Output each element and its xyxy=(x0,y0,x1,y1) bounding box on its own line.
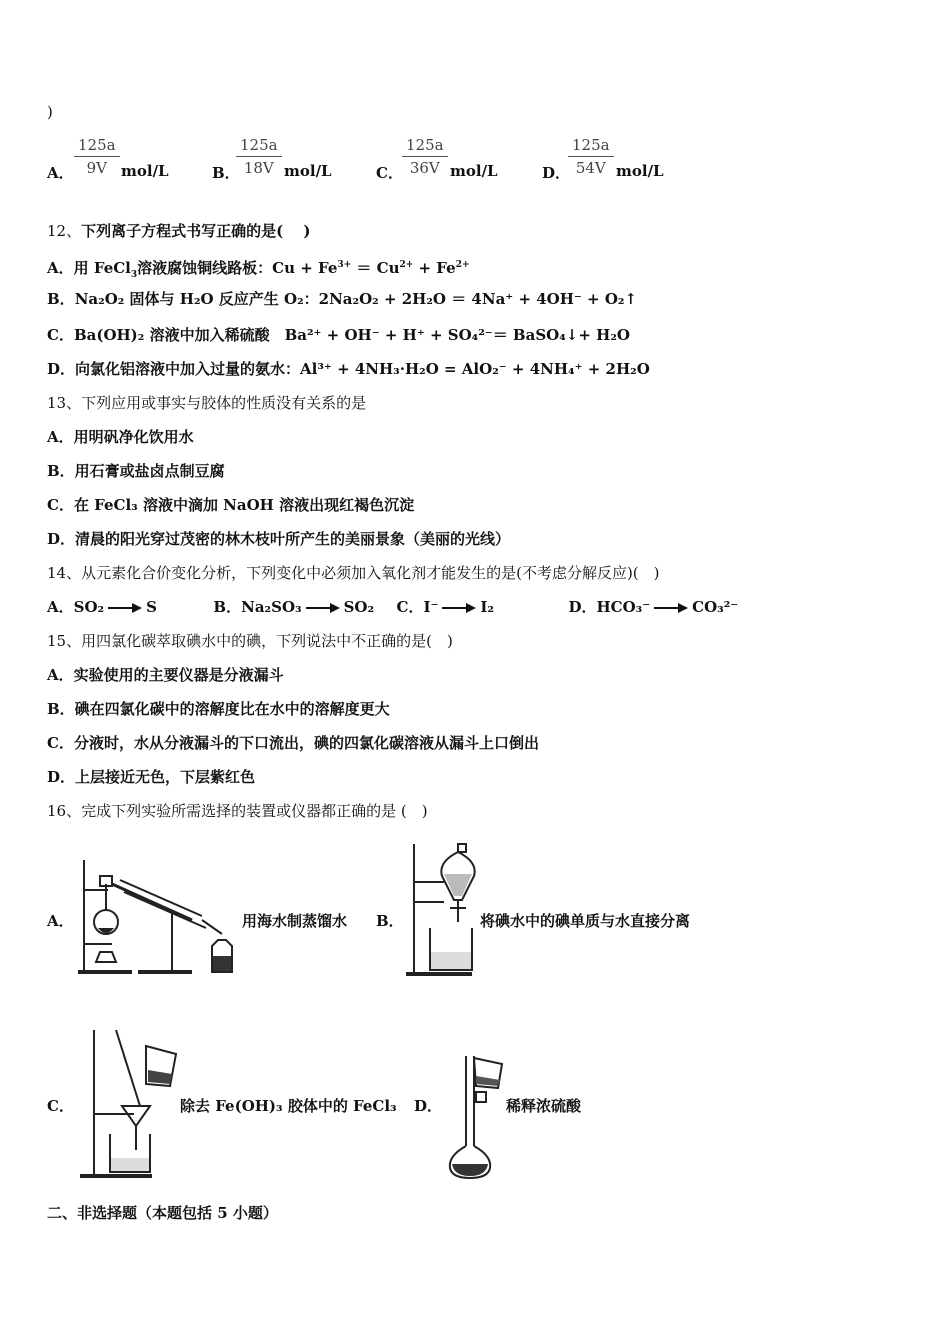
q12-b-label: B． xyxy=(47,290,75,308)
q11-c-numerator: 125a xyxy=(402,136,448,157)
q11-b-numerator: 125a xyxy=(236,136,282,157)
q14-c-from: I⁻ xyxy=(423,598,439,616)
q12-a-pre: 用 FeCl xyxy=(73,259,131,277)
q12-c-label: C． xyxy=(47,326,74,344)
q14-a-to: S xyxy=(146,598,157,616)
q15-option-b: B．碘在四氯化碳中的溶解度比在水中的溶解度更大 xyxy=(47,700,390,718)
q14-options xyxy=(47,597,738,617)
q12-option-b xyxy=(47,289,637,309)
section2-heading: 二、非选择题（本题包括 5 小题） xyxy=(47,1204,278,1222)
q16-stem: 16、完成下列实验所需选择的装置或仪器都正确的是 ( ) xyxy=(47,802,428,820)
q11-option-d-fraction xyxy=(568,136,614,177)
q14-b-to: SO₂ xyxy=(343,598,375,616)
q12-option-d xyxy=(47,359,650,379)
q15-option-d: D．上层接近无色，下层紫红色 xyxy=(47,768,256,786)
q14-d-arrow-icon xyxy=(654,603,688,613)
q11-tail: ) xyxy=(47,103,53,121)
q11-option-c-label: C． xyxy=(376,164,403,182)
q11-option-d-label: D． xyxy=(542,164,571,182)
q11-d-denominator: 54V xyxy=(575,159,606,177)
q11-option-a-unit: mol/L xyxy=(121,162,169,180)
q12-number: 12、 xyxy=(47,222,82,240)
filtration-apparatus-icon xyxy=(76,1026,180,1181)
q12-c-text: Ba(OH)₂ 溶液中加入稀硫酸 Ba²⁺ + OH⁻ + H⁺ + SO₄²⁻＝ BaSO₄↓+ H₂O xyxy=(73,326,630,344)
q12-d-text: 向氯化铝溶液中加入过量的氨水：Al³⁺ + 4NH₃·H₂O = AlO₂⁻ + 4NH₄⁺ + 2H₂O xyxy=(75,360,650,378)
q12-stem-text: 下列离子方程式书写正确的是( ) xyxy=(81,222,311,240)
q13-option-b: B．用石膏或盐卤点制豆腐 xyxy=(47,462,225,480)
q12-a-sub: 3 xyxy=(130,270,138,280)
q11-c-denominator: 36V xyxy=(409,159,440,177)
q11-option-a-label: A． xyxy=(47,164,74,182)
q16-d-label: D． xyxy=(414,1097,443,1115)
q11-a-numerator: 125a xyxy=(74,136,120,157)
q14-b-from: Na₂SO₃ xyxy=(241,598,302,616)
q14-c-arrow-icon xyxy=(442,603,476,613)
q11-option-b-fraction xyxy=(236,136,282,177)
q16-c-caption: 除去 Fe(OH)₃ 胶体中的 FeCl₃ xyxy=(180,1097,397,1115)
q11-option-c-fraction xyxy=(402,136,448,177)
q14-d-to: CO₃²⁻ xyxy=(692,598,739,616)
q12-option-a xyxy=(47,255,470,285)
q16-a-caption: 用海水制蒸馏水 xyxy=(242,912,348,930)
distillation-apparatus-icon xyxy=(72,850,242,980)
q16-c-label: C． xyxy=(47,1097,74,1115)
q14-stem: 14、从元素化合价变化分析，下列变化中必须加入氧化剂才能发生的是(不考虑分解反应)( ) xyxy=(47,564,660,582)
q12-a-sup3: 2+ xyxy=(455,260,470,270)
q12-a-mid2: ＝ Cu xyxy=(351,259,400,277)
q13-stem: 13、下列应用或事实与胶体的性质没有关系的是 xyxy=(47,394,367,412)
q12-option-c xyxy=(47,325,630,345)
q14-c-to: I₂ xyxy=(480,598,494,616)
q11-option-b-unit: mol/L xyxy=(284,162,332,180)
q11-option-b-label: B． xyxy=(212,164,240,182)
q11-option-a-fraction xyxy=(74,136,120,177)
q14-a-arrow-icon xyxy=(108,603,142,613)
q13-option-a: A．用明矾净化饮用水 xyxy=(47,428,194,446)
volumetric-flask-icon xyxy=(444,1052,508,1182)
q14-a-label: A． xyxy=(47,598,74,616)
q15-stem: 15、用四氯化碳萃取碘水中的碘，下列说法中不正确的是( ) xyxy=(47,632,453,650)
q16-a-label: A． xyxy=(47,912,74,930)
q14-b-arrow-icon xyxy=(306,603,340,613)
q12-a-sup1: 3+ xyxy=(337,260,352,270)
q12-a-mid: 溶液腐蚀铜线路板：Cu + Fe xyxy=(137,259,338,277)
q14-d-label: D． xyxy=(568,598,597,616)
separatory-funnel-apparatus-icon xyxy=(402,840,477,978)
q12-a-sup2: 2+ xyxy=(399,260,414,270)
q16-b-label: B． xyxy=(376,912,404,930)
q15-option-c: C．分液时，水从分液漏斗的下口流出，碘的四氯化碳溶液从漏斗上口倒出 xyxy=(47,734,539,752)
q11-option-d-unit: mol/L xyxy=(616,162,664,180)
q11-b-denominator: 18V xyxy=(243,159,274,177)
q14-a-from: SO₂ xyxy=(73,598,105,616)
q12-stem xyxy=(47,221,311,241)
q16-b-caption: 将碘水中的碘单质与水直接分离 xyxy=(480,912,691,930)
q12-b-text: Na₂O₂ 固体与 H₂O 反应产生 O₂：2Na₂O₂ + 2H₂O ＝ 4Na⁺ + 4OH⁻ + O₂↑ xyxy=(74,290,638,308)
q16-d-caption: 稀释浓硫酸 xyxy=(506,1097,582,1115)
q14-b-label: B． xyxy=(213,598,242,616)
q14-c-label: C． xyxy=(396,598,424,616)
q15-option-a: A．实验使用的主要仪器是分液漏斗 xyxy=(47,666,284,684)
q11-a-denominator: 9V xyxy=(86,159,107,177)
q11-d-numerator: 125a xyxy=(568,136,614,157)
q11-option-c-unit: mol/L xyxy=(450,162,498,180)
q12-a-label: A． xyxy=(47,259,74,277)
q14-d-from: HCO₃⁻ xyxy=(596,598,651,616)
q12-d-label: D． xyxy=(47,360,76,378)
q13-option-d: D．清晨的阳光穿过茂密的林木枝叶所产生的美丽景象（美丽的光线） xyxy=(47,530,511,548)
q13-option-c: C．在 FeCl₃ 溶液中滴加 NaOH 溶液出现红褐色沉淀 xyxy=(47,496,415,514)
q12-a-mid3: + Fe xyxy=(413,259,456,277)
